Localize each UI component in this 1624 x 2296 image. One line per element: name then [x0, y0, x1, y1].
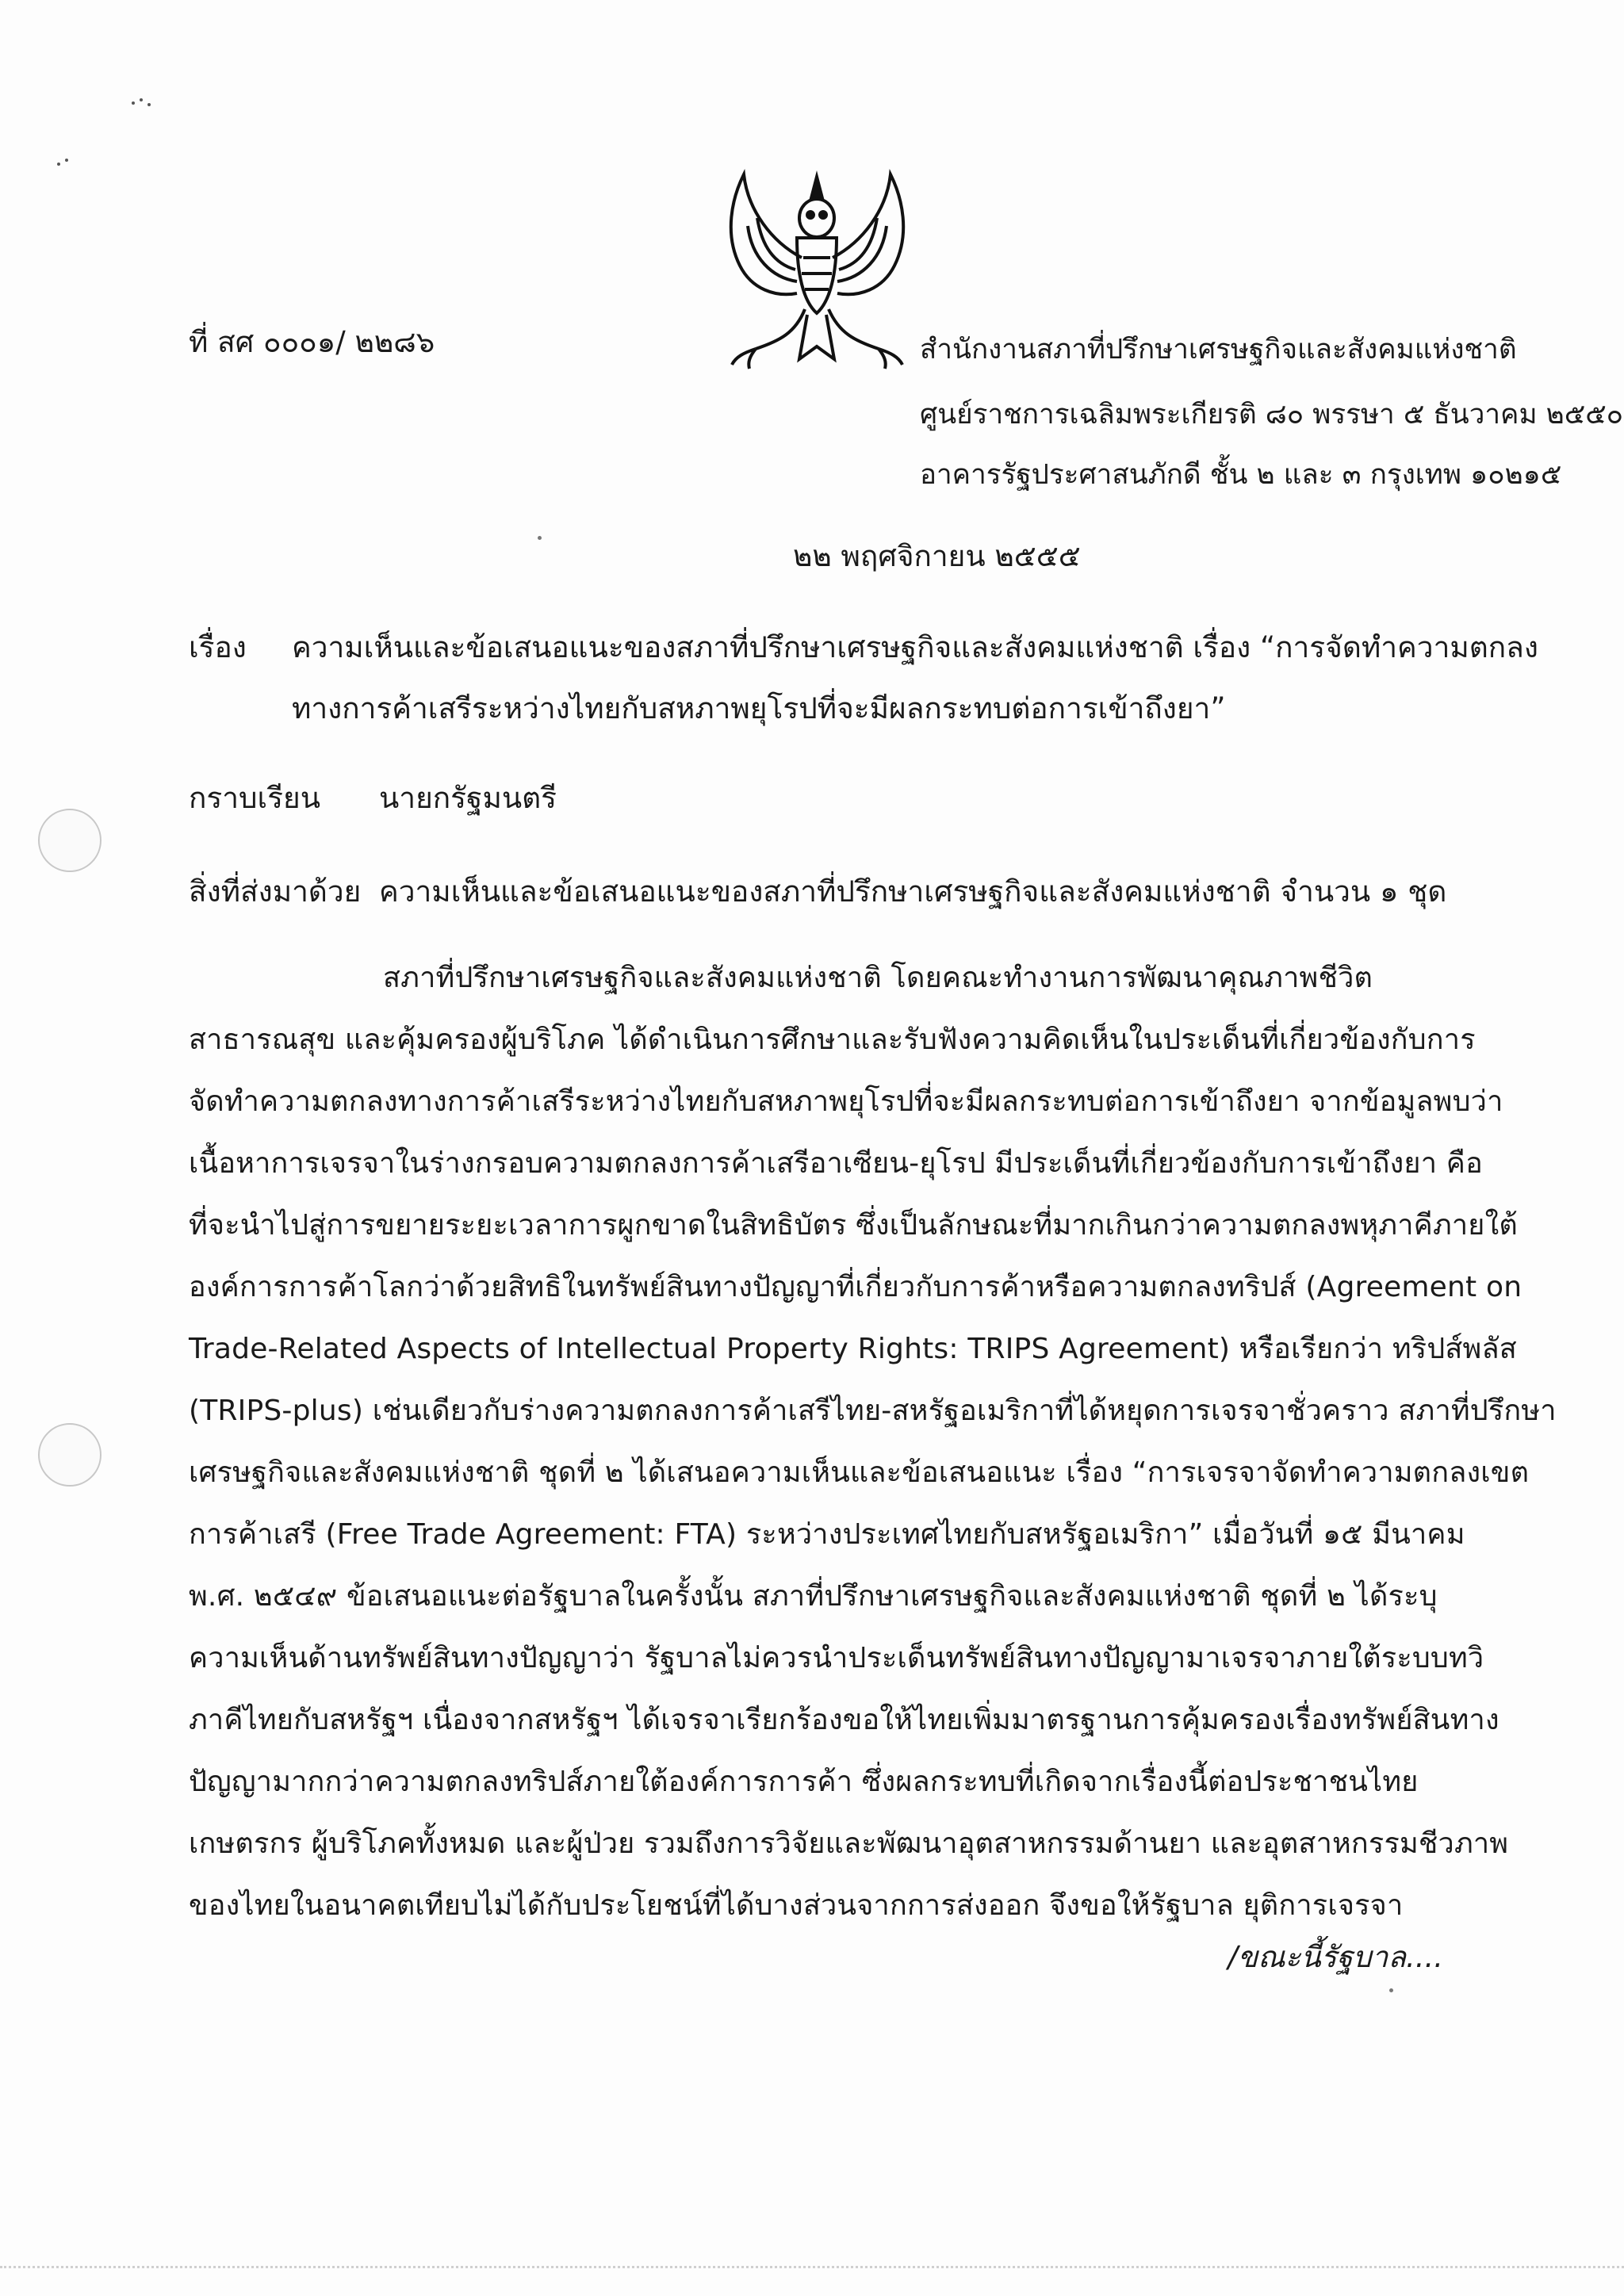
body-line: ที่จะนำไปสู่การขยายระยะเวลาการผูกขาดในสิทธิบัตร ซึ่งเป็นลักษณะที่มากเกินกว่าความตกลงพหุภาคีภายใต้ — [189, 1209, 1518, 1242]
body-line: ความเห็นด้านทรัพย์สินทางปัญญาว่า รัฐบาลไม่ควรนำประเด็นทรัพย์สินทางปัญญามาเจรจาภายใต้ระบบทวิ — [189, 1642, 1484, 1674]
body-line: ปัญญามากกว่าความตกลงทริปส์ภายใต้องค์การการค้า ซึ่งผลกระทบที่เกิดจากเรื่องนี้ต่อประชาชนไทย — [189, 1766, 1419, 1798]
body-line: เกษตรกร ผู้บริโภคทั้งหมด และผู้ป่วย รวมถึงการวิจัยและพัฒนาอุตสาหกรรมด้านยา และอุตสาหกรรมชีวภาพ — [189, 1827, 1509, 1860]
enclosure-label: สิ่งที่ส่งมาด้วย — [189, 874, 362, 909]
subject-text: ความเห็นและข้อเสนอแนะของสภาที่ปรึกษาเศรษฐกิจและสังคมแห่งชาติ เรื่อง “การจัดทำความตกลง — [292, 630, 1538, 664]
body-line: องค์การการค้าโลกว่าด้วยสิทธิในทรัพย์สินทางปัญญาที่เกี่ยวกับการค้าหรือความตกลงทริปส์ (Agreement on — [189, 1271, 1522, 1303]
body-line: Trade-Related Aspects of Intellectual Property Rights: TRIPS Agreement) หรือเรียกว่า ทริปส์พลัส — [189, 1333, 1517, 1365]
page-continuation-marker: /ขณะนี้รัฐบาล.... — [1228, 1940, 1443, 1974]
scan-speck — [65, 159, 68, 162]
document-date: ๒๒ พฤศจิกายน ๒๕๕๕ — [793, 539, 1081, 573]
body-line: พ.ศ. ๒๕๔๙ ข้อเสนอแนะต่อรัฐบาลในครั้งนั้น สภาที่ปรึกษาเศรษฐกิจและสังคมแห่งชาติ ชุดที่ ๒ ได้ระบุ — [189, 1580, 1438, 1613]
enclosure-text: ความเห็นและข้อเสนอแนะของสภาที่ปรึกษาเศรษฐกิจและสังคมแห่งชาติ จำนวน ๑ ชุด — [379, 874, 1447, 909]
subject-text: ทางการค้าเสรีระหว่างไทยกับสหภาพยุโรปที่จะมีผลกระทบต่อการเข้าถึงยา” — [292, 691, 1226, 725]
body-line: (TRIPS-plus) เช่นเดียวกับร่างความตกลงการค้าเสรีไทย-สหรัฐอเมริกาที่ได้หยุดการเจรจาชั่วคราว สภาที่ปรึกษา — [189, 1395, 1557, 1427]
body-line: ภาคีไทยกับสหรัฐฯ เนื่องจากสหรัฐฯ ได้เจรจาเรียกร้องขอให้ไทยเพิ่มมาตรฐานการคุ้มครองเรื่องทรัพย์สินทาง — [189, 1704, 1500, 1736]
body-line: ของไทยในอนาคตเทียบไม่ได้กับประโยชน์ที่ได้บางส่วนจากการส่งออก จึงขอให้รัฐบาล ยุติการเจรจา — [189, 1889, 1404, 1922]
punch-hole — [38, 809, 102, 872]
body-line: จัดทำความตกลงทางการค้าเสรีระหว่างไทยกับสหภาพยุโรปที่จะมีผลกระทบต่อการเข้าถึงยา จากข้อมูลพบว่า — [189, 1085, 1503, 1118]
scan-speck — [140, 98, 143, 101]
scan-speck — [538, 536, 542, 540]
scan-speck — [147, 103, 151, 106]
body-line: เนื้อหาการเจรจาในร่างกรอบความตกลงการค้าเสรีอาเซียน-ยุโรป มีประเด็นที่เกี่ยวข้องกับการเข้าถึงยา คือ — [189, 1147, 1483, 1180]
body-line: สาธารณสุข และคุ้มครองผู้บริโภค ได้ดำเนินการศึกษาและรับฟังความคิดเห็นในประเด็นที่เกี่ยวข้องกับการ — [189, 1024, 1476, 1056]
salutation-label: กราบเรียน — [189, 781, 321, 815]
body-line: สภาที่ปรึกษาเศรษฐกิจและสังคมแห่งชาติ โดยคณะทำงานการพัฒนาคุณภาพชีวิต — [383, 962, 1373, 994]
garuda-emblem-icon — [708, 163, 926, 373]
scan-speck — [132, 101, 135, 105]
agency-address-line: อาคารรัฐประศาสนภักดี ชั้น ๒ และ ๓ กรุงเทพ ๑๐๒๑๕ — [920, 459, 1562, 491]
scan-speck — [1389, 1988, 1393, 1992]
body-line: การค้าเสรี (Free Trade Agreement: FTA) ระหว่างประเทศไทยกับสหรัฐอเมริกา” เมื่อวันที่ ๑๕ มีนาคม — [189, 1518, 1465, 1551]
punch-hole — [38, 1423, 102, 1487]
recipient: นายกรัฐมนตรี — [379, 781, 557, 815]
document-reference-number: ที่ สศ ๐๐๐๑/ ๒๒๘๖ — [189, 325, 435, 359]
body-line: เศรษฐกิจและสังคมแห่งชาติ ชุดที่ ๒ ได้เสนอความเห็นและข้อเสนอแนะ เรื่อง “การเจรจาจัดทำความตกลงเขต — [189, 1456, 1530, 1489]
agency-address-line: ศูนย์ราชการเฉลิมพระเกียรติ ๘๐ พรรษา ๕ ธันวาคม ๒๕๕๐ — [920, 399, 1624, 430]
agency-name: สำนักงานสภาที่ปรึกษาเศรษฐกิจและสังคมแห่งชาติ — [920, 334, 1517, 365]
scan-edge-line — [0, 2266, 1624, 2268]
subject-label: เรื่อง — [189, 630, 247, 664]
scan-speck — [57, 163, 60, 166]
